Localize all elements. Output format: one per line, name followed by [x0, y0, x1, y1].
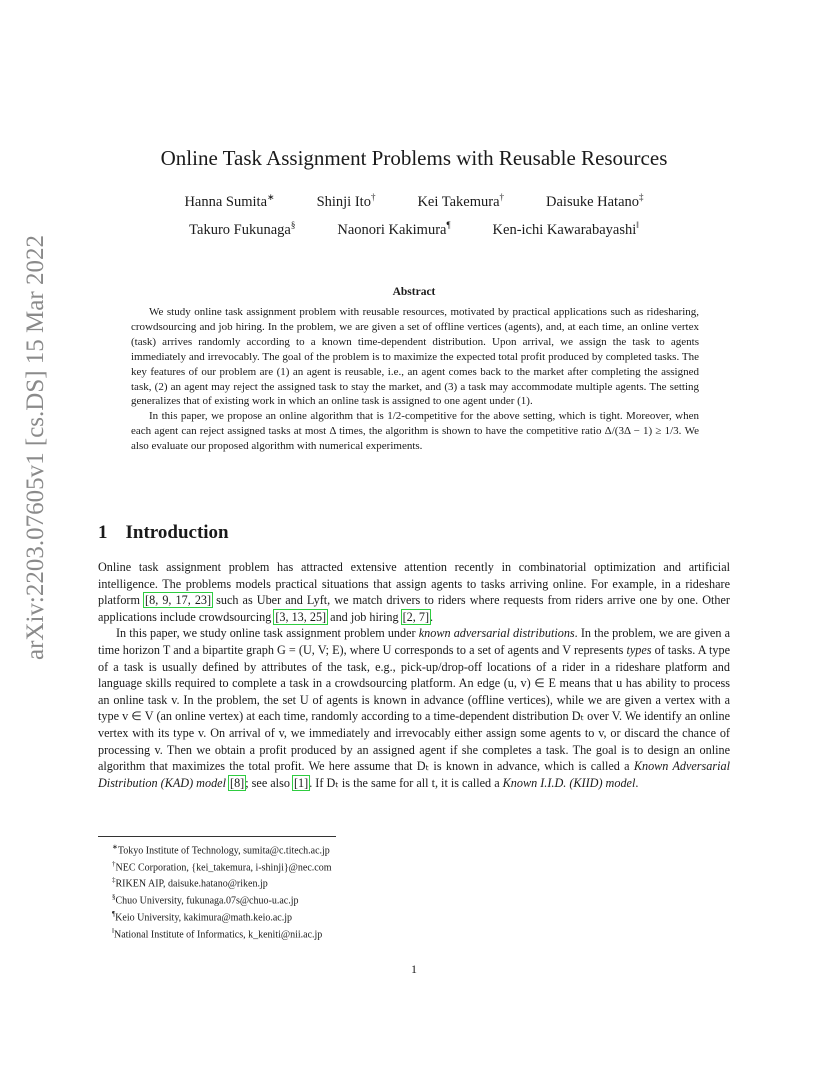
citation-link[interactable]: [8, 9, 17, 23] [145, 593, 212, 608]
body-paragraph: Online task assignment problem has attracted extensive attention recently in combinatorial optimization and artificial intelligence. The problems models practical situations that assign agents to tasks arriving online. For example, in a rideshare platform [8, 9, 17, 23] such as Uber and Lyft, we match drivers to riders where requests from riders arrive one by one. Other applications include crowdsourcing [3, 13, 25] and job hiring [2, 7]. [98, 560, 730, 624]
footnote: ‖National Institute of Informatics, k_keniti@nii.ac.jp [112, 926, 323, 940]
paper-title: Online Task Assignment Problems with Reusable Resources [160, 146, 668, 170]
page-number: 1 [411, 962, 417, 976]
footnote-divider [98, 836, 336, 837]
authors-row-1 [0, 192, 828, 211]
footnote: §Chuo University, fukunaga.07s@chuo-u.ac.jp [112, 893, 299, 907]
author: Kei Takemura† [417, 192, 505, 210]
author: Ken-ichi Kawarabayashi‖ [492, 220, 639, 238]
citation-link[interactable]: [8] [230, 775, 245, 790]
author: Takuro Fukunaga§ [189, 220, 296, 238]
footnote: ∗Tokyo Institute of Technology, sumita@c.titech.ac.jp [112, 843, 330, 857]
citation-link[interactable]: [1] [293, 775, 309, 790]
section-heading: 1 Introduction [98, 522, 229, 543]
author: Hanna Sumita∗ [184, 192, 275, 210]
author: Shinji Ito† [316, 192, 376, 210]
footnotes [98, 841, 331, 941]
citation-link[interactable]: [3, 13, 25] [275, 609, 327, 624]
footnote: ¶Keio University, kakimura@math.keio.ac.jp [112, 909, 293, 924]
arxiv-identifier: arXiv:2203.07605v1 [cs.DS] 15 Mar 2022 [22, 235, 49, 660]
footnote: ‡RIKEN AIP, daisuke.hatano@riken.jp [112, 876, 268, 890]
introduction-body [98, 559, 730, 791]
footnote: †NEC Corporation, {kei_takemura, i-shinji}@nec.com [112, 859, 332, 874]
abstract-paragraph: We study online task assignment problem with reusable resources, motivated by practical applications such as ridesharing, crowdsourcing and job hiring. In the problem, we are given a set of offline vertices (agents), and, at each time, an online vertex (task) arrives randomly according to a known time-dependent distribution. Upon arrival, we assign the task to agents immediately and irrevocably. The goal of the problem is to maximize the expected total profit produced by completed tasks. The key features of our problem are (1) an agent is reusable, i.e., an agent comes back to the market after completing the assigned task, (2) an agent may reject the assigned task to stay the market, and (3) a task may accommodate multiple agents. The setting generalizes that of existing work in which an online task is assigned to one agent under (1). [131, 306, 699, 408]
abstract-heading: Abstract [392, 286, 436, 298]
citation-link[interactable]: [2, 7] [402, 609, 430, 624]
author: Naonori Kakimura¶ [337, 220, 451, 238]
abstract [131, 305, 699, 454]
abstract-paragraph: In this paper, we propose an online algorithm that is 1/2-competitive for the above setting, which is tight. Moreover, when each agent can reject assigned tasks at most Δ times, the algorithm is shown to have the competitive ratio Δ/(3Δ − 1) ≥ 1/3. We also evaluate our proposed algorithm with numerical experiments. [131, 410, 699, 453]
author: Daisuke Hatano‡ [546, 192, 644, 210]
authors-row-2 [0, 220, 828, 239]
body-paragraph: In this paper, we study online task assignment problem under known adversarial distributions. In the problem, we are given a time horizon T and a bipartite graph G = (U, V; E), where U corresponds to a set of agents and V represents types of tasks. A type of a task is usually defined by attributes of the task, e.g., pick-up/drop-off locations of a rider in a rideshare platform and language skills required to complete a task in a crowdsourcing platform. An edge (u, v) ∈ E means that u has ability to process an online task v. In the problem, the set U of agents is known in advance (offline vertices), while we are given a vertex with a type v ∈ V (an online vertex) at each time, randomly according to a time-dependent distribution Dₜ over V. We identify an online vertex with its type v. On arrival of v, we immediately and irrevocably either assign some agents to v, or discard the chance of processing v. Then we obtain a profit produced by an assigned agent if she completes a task. The goal is to design an online algorithm that maximizes the total profit. We here assume that Dₜ is known in advance, which is called a Known Adversarial Distribution (KAD) model [8]; see also [1]. If Dₜ is the same for all t, it is called a Known I.I.D. (KIID) model. [98, 626, 730, 790]
